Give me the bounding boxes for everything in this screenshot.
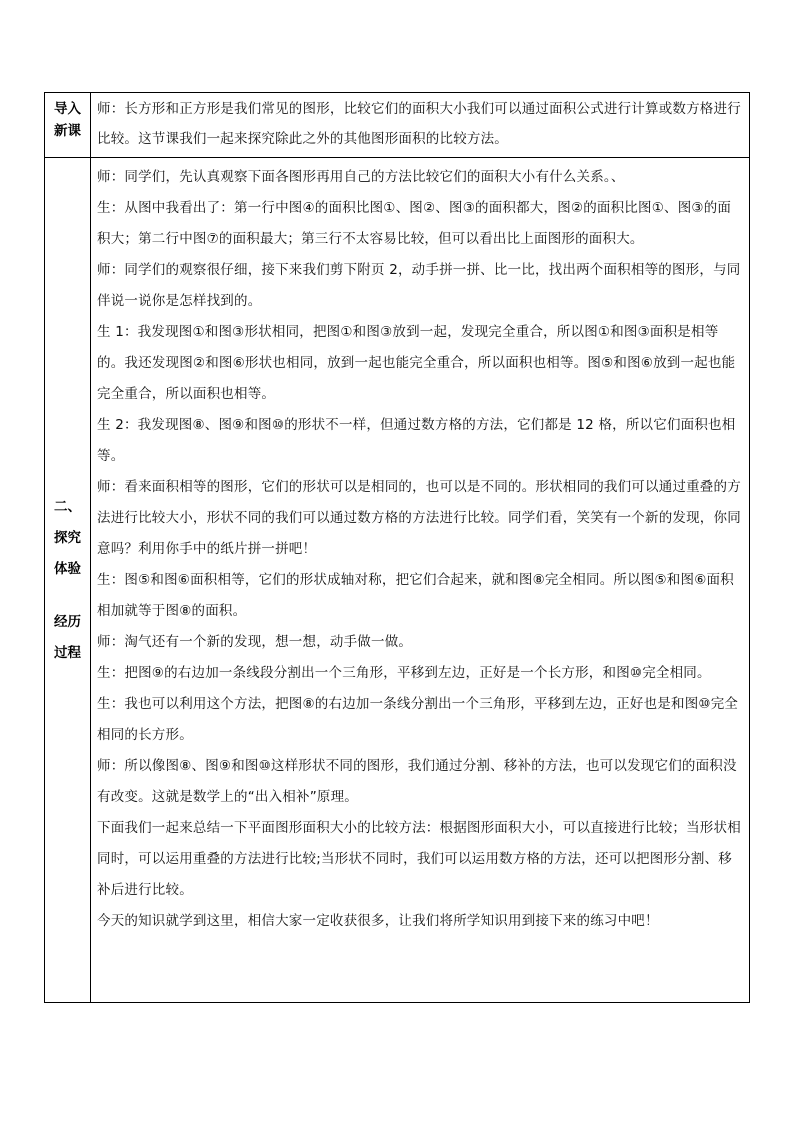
- explore-header-gap: [45, 585, 90, 607]
- summary-paragraph: 下面我们一起来总结一下平面图形面积大小的比较方法：根据图形面积大小，可以直接进行比较；当形状相同时，可以运用重叠的方法进行比较;当形状不同时，我们可以运用数方格的方法，还可以把图形分割、移补后进行比较。: [97, 820, 741, 898]
- dialogue-paragraph: 生 1：我发现图①和图③形状相同，把图①和图③放到一起，发现完全重合，所以图①和图③面积是相等的。我还发现图②和图⑥形状也相同，放到一起也能完全重合，所以面积也相等。图⑤和图⑥放到一起也能完全重合，所以面积也相等。: [97, 324, 736, 402]
- dialogue-paragraph: 师：同学们的观察很仔细，接下来我们剪下附页 2，动手拼一拼、比一比，找出两个面积相等的图形，与同伴说一说你是怎样找到的。: [97, 262, 741, 309]
- explore-header-line-3: 体验: [54, 560, 81, 577]
- explore-header-line-4: 经历: [54, 613, 81, 630]
- dialogue-paragraph: 生：把图⑨的右边加一条线段分割出一个三角形，平移到左边，正好是一个长方形，和图⑩完全相同。: [97, 665, 711, 681]
- intro-header-line-1: 导入: [54, 101, 81, 117]
- dialogue-paragraph: 师：淘气还有一个新的发现，想一想，动手做一做。: [97, 634, 413, 650]
- explore-row: [45, 158, 750, 1003]
- intro-paragraph: 师：长方形和正方形是我们常见的图形，比较它们的面积大小我们可以通过面积公式进行计算或数方格进行比较。这节课我们一起来探究除此之外的其他图形面积的比较方法。: [97, 101, 741, 147]
- explore-body-cell: [91, 158, 750, 1003]
- intro-body-cell: [91, 93, 750, 158]
- closing-paragraph: 今天的知识就学到这里，相信大家一定收获很多，让我们将所学知识用到接下来的练习中吧！: [97, 913, 659, 929]
- explore-header-line-5: 过程: [54, 644, 81, 661]
- dialogue-paragraph: 师：所以像图⑧、图⑨和图⑩这样形状不同的图形，我们通过分割、移补的方法，也可以发现它们的面积没有改变。这就是数学上的“出入相补”原理。: [97, 758, 737, 805]
- lesson-plan-table: [44, 92, 750, 1003]
- dialogue-paragraph: 生：我也可以利用这个方法，把图⑧的右边加一条线分割出一个三角形，平移到左边，正好也是和图⑩完全相同的长方形。: [97, 696, 739, 743]
- intro-header-line-2: 新课: [54, 123, 81, 139]
- dialogue-paragraph: 师：同学们，先认真观察下面各图形再用自己的方法比较它们的面积大小有什么关系。、: [97, 169, 625, 185]
- explore-header-line-1: 二、: [54, 498, 81, 515]
- intro-row: [45, 93, 750, 158]
- explore-header-line-2: 探究: [54, 529, 81, 546]
- dialogue-paragraph: 师：看来面积相等的图形，它们的形状可以是相同的，也可以是不同的。形状相同的我们可以通过重叠的方法进行比较大小，形状不同的我们可以通过数方格的方法进行比较。同学们看，笑笑有一个新的发现，你同意吗？利用你手中的纸片拼一拼吧！: [97, 479, 741, 557]
- dialogue-paragraph: 生 2：我发现图⑧、图⑨和图⑩的形状不一样，但通过数方格的方法，它们都是 12 格，所以它们面积也相等。: [97, 417, 736, 464]
- dialogue-paragraph: 生：从图中我看出了：第一行中图④的面积比图①、图②、图③的面积都大，图②的面积比图①、图③的面积大；第二行中图⑦的面积最大；第三行不太容易比较，但可以看出比上面图形的面积大。: [97, 200, 732, 247]
- dialogue-paragraph: 生：图⑤和图⑥面积相等，它们的形状成轴对称，把它们合起来，就和图⑧完全相同。所以图⑤和图⑥面积相加就等于图⑧的面积。: [97, 572, 734, 619]
- intro-header-cell: [45, 93, 91, 158]
- explore-header-cell: [45, 158, 91, 1003]
